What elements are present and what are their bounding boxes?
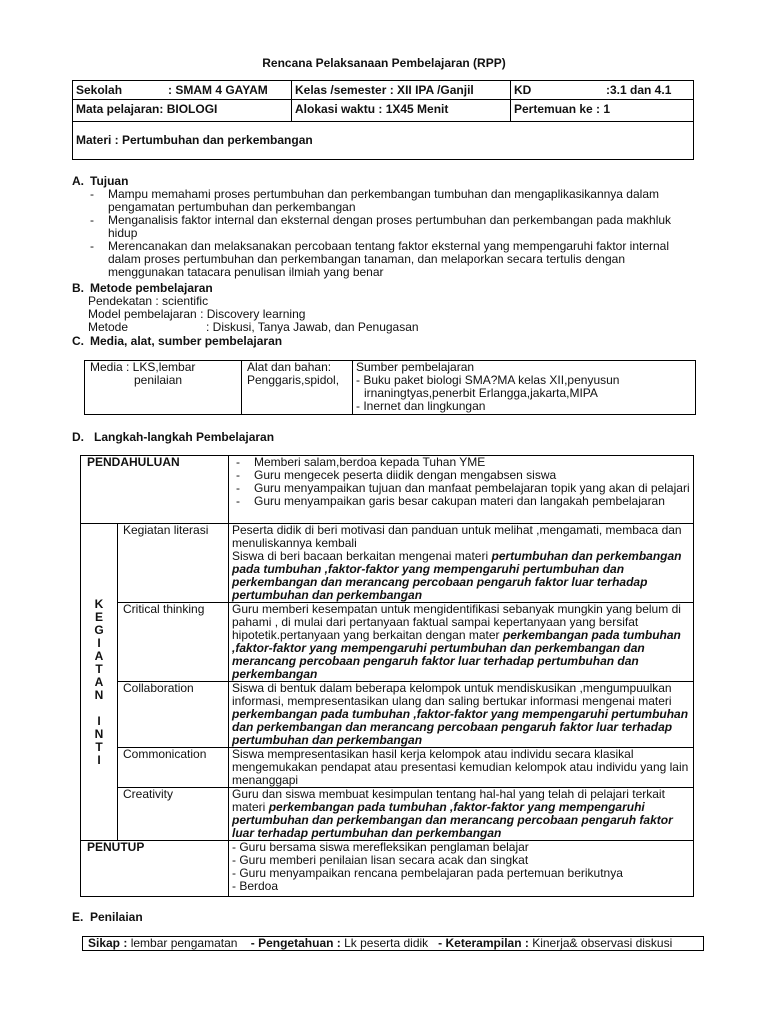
section-d-heading: D. Langkah-langkah Pembelajaran bbox=[72, 430, 275, 444]
mapel-cell: Mata pelajaran: BIOLOGI bbox=[73, 100, 292, 122]
list-item: - Guru menyampaikan garis besar cakupan materi dan langakah pembelajaran bbox=[232, 495, 690, 508]
steps-table bbox=[80, 455, 694, 897]
list-item: - Guru memberi penilaian lisan secara acak dan singkat bbox=[232, 853, 529, 867]
communication-label: Commonication bbox=[118, 748, 229, 788]
sumber-cell: Sumber pembelajaran - Buku paket biologi SMA?MA kelas XII,penyusun irnaningtyas,penerbit Erlangga,jakarta,MIPA - Inernet dan lingkungan bbox=[353, 361, 696, 415]
list-item: - Merencanakan dan melaksanakan percobaan tentang faktor eksternal yang mempengaruhi faktor internal dalam proses pertumbuhan dan perkembangan tanaman, dan melaporkan secara tertulis dengan menggunakan tatacara penulisan ilmiah yang benar bbox=[86, 240, 696, 279]
kegiatan-inti-label: K E G I A T A N I N T I bbox=[81, 524, 118, 841]
list-item: - Menganalisis faktor internal dan eksternal dengan proses pertumbuhan dan perkembangan pada makhluk hidup bbox=[86, 214, 696, 240]
list-item: - Guru menyampaikan rencana pembelajaran pada pertemuan berikutnya bbox=[232, 866, 623, 880]
critical-cell: Guru memberi kesempatan untuk mengidentifikasi sebanyak mungkin yang belum di pahami , di mulai dari pertanyaan faktual sampai kepertanyaan yang bersifat hipotetik.pertanyaan yang berkaitan dengan mater perkembangan pada tumbuhan ,faktor-faktor yang mempengaruhi pertumbuhan dan perkembangan dan merancang percobaan pengaruh faktor luar terhadap pertumbuhan dan perkembangan bbox=[229, 603, 694, 682]
materi-cell: Materi : Pertumbuhan dan perkembangan bbox=[73, 122, 694, 160]
penutup-label: PENUTUP bbox=[81, 841, 229, 897]
model-text: Model pembelajaran : Discovery learning bbox=[88, 307, 306, 321]
pendekatan-text: Pendekatan : scientific bbox=[88, 294, 209, 308]
header-table bbox=[72, 80, 694, 160]
section-a-heading: A. Tujuan bbox=[72, 174, 129, 188]
kd-label: KD bbox=[514, 83, 532, 97]
communication-cell: Siswa mempresentasikan hasil kerja kelompok atau individu secara klasikal mengemukakan pendapat atau presentasi kemudian kelompok atau individu yang lain menanggapi bbox=[229, 748, 694, 788]
sekolah-cell bbox=[73, 81, 292, 100]
media-cell: Media : LKS,lembar penilaian bbox=[85, 361, 242, 415]
creativity-cell: Guru dan siswa membuat kesimpulan tentang hal-hal yang telah di pelajari terkait materi perkembangan pada tumbuhan ,faktor-faktor yang mempengaruhi pertumbuhan dan perkembangan dan merancang percobaan pengaruh faktor luar terhadap pertumbuhan dan perkembangan bbox=[229, 788, 694, 841]
pendahuluan-label: PENDAHULUAN bbox=[81, 456, 229, 524]
penilaian-cell: Sikap : lembar pengamatan - Pengetahuan : Lk peserta didik - Keterampilan : Kinerja& observasi diskusi bbox=[83, 937, 704, 951]
document-title: Rencana Pelaksanaan Pembelajaran (RPP) bbox=[262, 56, 506, 70]
list-item: - Guru menyampaikan tujuan dan manfaat pembelajaran topik yang akan di pelajari bbox=[232, 482, 690, 495]
penutup-cell bbox=[229, 841, 694, 897]
section-b-heading: B. Metode pembelajaran bbox=[72, 281, 213, 295]
list-item: - Guru mengecek peserta diidik dengan mengabsen siswa bbox=[232, 469, 690, 482]
section-e-heading: E. Penilaian bbox=[72, 910, 143, 924]
list-item: - Memberi salam,berdoa kepada Tuhan YME bbox=[232, 456, 690, 469]
media-table bbox=[84, 360, 696, 415]
kelas-cell: Kelas /semester : XII IPA /Ganjil bbox=[292, 81, 511, 100]
collaboration-label: Collaboration bbox=[118, 682, 229, 748]
critical-label: Critical thinking bbox=[118, 603, 229, 682]
kd-value: :3.1 dan 4.1 bbox=[606, 83, 672, 97]
metode-text: Metode : Diskusi, Tanya Jawab, dan Penugasan bbox=[88, 320, 419, 334]
section-c-heading: C. Media, alat, sumber pembelajaran bbox=[72, 334, 283, 348]
alat-cell: Alat dan bahan: Penggaris,spidol, bbox=[242, 361, 353, 415]
collaboration-cell: Siswa di bentuk dalam beberapa kelompok untuk mendiskusikan ,mengumpuulkan informasi, mempresentasikan ulang dan saling bertukar informasi mengenai materi perkembangan pada tumbuhan ,faktor-faktor yang mempengaruhi pertumbuhan dan perkembangan dan merancang percobaan pengaruh faktor luar terhadap pertumbuhan dan perkembangan bbox=[229, 682, 694, 748]
tujuan-list bbox=[86, 188, 696, 279]
pertemuan-cell: Pertemuan ke : 1 bbox=[511, 100, 694, 122]
literasi-cell: Peserta didik di beri motivasi dan panduan untuk melihat ,mengamati, membaca dan menuliskannya kembali Siswa di beri bacaan berkaitan mengenai materi pertumbuhan dan perkembangan pada tumbuhan ,faktor-faktor yang mempengaruhi pertumbuhan dan perkembangan dan merancang percobaan pengaruh faktor luar terhadap pertumbuhan dan perkembangan bbox=[229, 524, 694, 603]
penilaian-table bbox=[82, 936, 704, 951]
list-item: - Mampu memahami proses pertumbuhan dan perkembangan tumbuhan dan mengaplikasikannya dalam pengamatan pertumbuhan dan perkembangan bbox=[86, 188, 696, 214]
pendahuluan-cell bbox=[229, 456, 694, 524]
creativity-label: Creativity bbox=[118, 788, 229, 841]
kd-cell bbox=[511, 81, 694, 100]
sekolah-value: : SMAM 4 GAYAM bbox=[168, 83, 268, 97]
pendahuluan-list bbox=[232, 456, 690, 508]
list-item: - Berdoa bbox=[232, 879, 279, 893]
list-item: - Guru bersama siswa merefleksikan penglaman belajar bbox=[232, 840, 529, 854]
alokasi-cell: Alokasi waktu : 1X45 Menit bbox=[292, 100, 511, 122]
literasi-label: Kegiatan literasi bbox=[118, 524, 229, 603]
sekolah-label: Sekolah bbox=[76, 83, 123, 97]
